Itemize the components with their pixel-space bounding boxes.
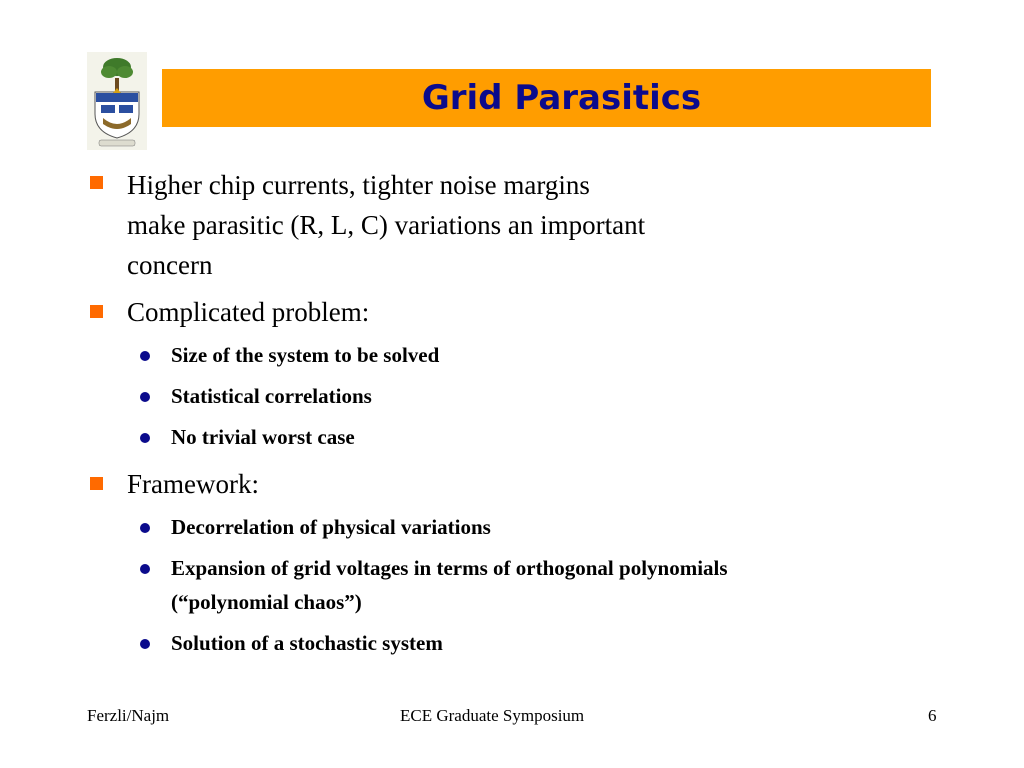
sub-bullet-text: Solution of a stochastic system [171, 631, 443, 655]
round-bullet-icon [140, 639, 150, 649]
university-crest-icon [87, 52, 147, 150]
footer-event: ECE Graduate Symposium [400, 706, 585, 725]
round-bullet-icon [140, 433, 150, 443]
sub-bullet-line: (“polynomial chaos”) [171, 590, 362, 614]
sub-bullet-text: No trivial worst case [171, 425, 355, 449]
sub-bullet-line: Expansion of grid voltages in terms of orthogonal polynomials [171, 556, 728, 580]
bullet-line: Complicated problem: [127, 297, 370, 327]
round-bullet-icon [140, 523, 150, 533]
round-bullet-icon [140, 392, 150, 402]
bullet-line: Higher chip currents, tighter noise margins [127, 170, 590, 200]
sub-bullet-text: Decorrelation of physical variations [171, 515, 491, 539]
sub-bullet-text [171, 551, 971, 619]
title-bar [162, 69, 931, 127]
square-bullet-icon [90, 305, 103, 318]
round-bullet-icon [140, 564, 150, 574]
bullet-text [127, 464, 837, 504]
bullet-text [127, 165, 837, 285]
sub-bullet-text: Statistical correlations [171, 384, 372, 408]
round-bullet-icon [140, 351, 150, 361]
bullet-line: make parasitic (R, L, C) variations an important [127, 210, 646, 240]
sub-bullet-text: Size of the system to be solved [171, 343, 440, 367]
bullet-line: concern [127, 250, 213, 280]
bullet-text [127, 292, 837, 332]
footer-page-number: 6 [928, 706, 937, 725]
bullet-line: Framework: [127, 469, 259, 499]
slide-title: Grid Parasitics [421, 78, 702, 118]
square-bullet-icon [90, 477, 103, 490]
square-bullet-icon [90, 176, 103, 189]
footer-author: Ferzli/Najm [87, 706, 170, 725]
